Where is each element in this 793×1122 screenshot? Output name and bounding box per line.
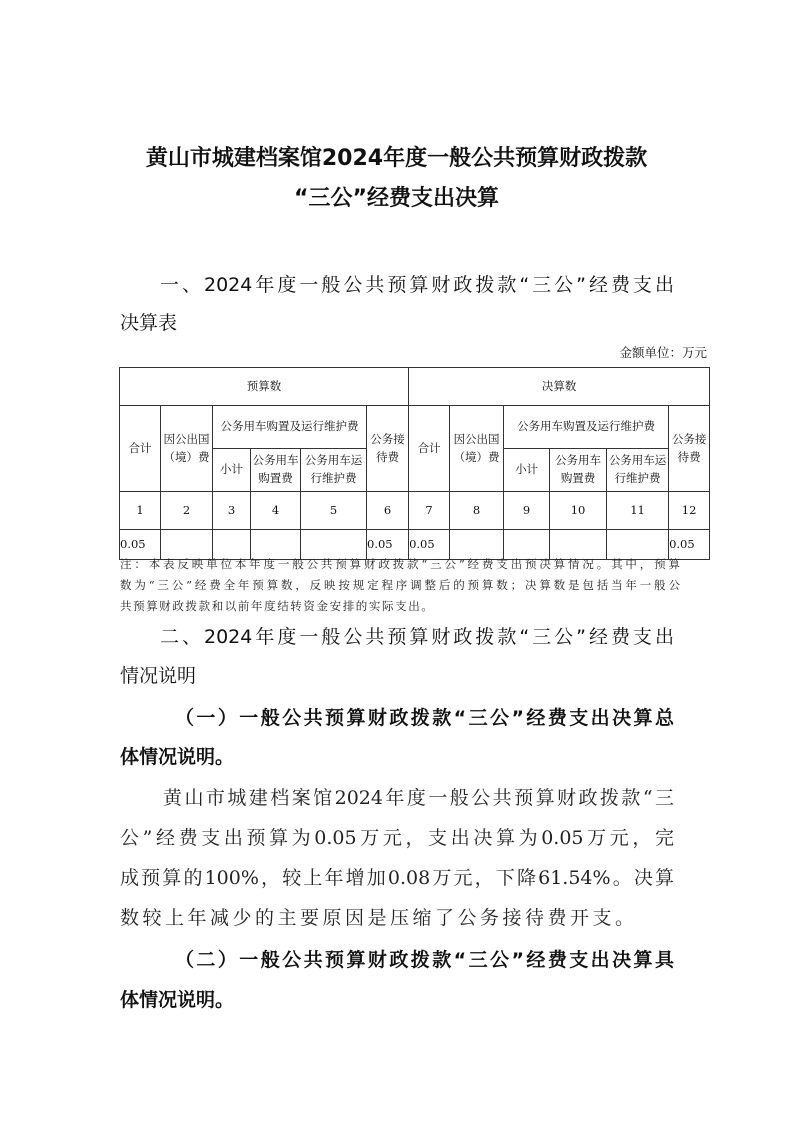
th-car-maint: 公务用车运行维护费 <box>301 449 367 492</box>
unit-label: 金额单位：万元 <box>619 345 707 360</box>
col-number: 10 <box>550 492 607 530</box>
th-total: 合计 <box>409 406 450 492</box>
value-cell <box>161 530 213 560</box>
col-number: 8 <box>450 492 504 530</box>
value-cell <box>213 530 251 560</box>
budget-header: 预算数 <box>120 368 409 406</box>
value-cell <box>504 530 550 560</box>
table-note: 共预算财政拨款和以前年度结转资金安排的实际支出。 <box>120 599 435 613</box>
value-cell: 0.05 <box>409 530 450 560</box>
th-car-purchase: 公务用车购置费 <box>550 449 607 492</box>
value-row <box>120 530 710 560</box>
th-abroad: 因公出国（境）费 <box>161 406 213 492</box>
th-subtotal: 小计 <box>504 449 550 492</box>
table-note: 数为“三公”经费全年预算数，反映按规定程序调整后的预算数；决算数是包括当年一般公 <box>120 578 680 592</box>
col-number: 3 <box>213 492 251 530</box>
col-number: 7 <box>409 492 450 530</box>
th-abroad: 因公出国（境）费 <box>450 406 504 492</box>
th-reception: 公务接待费 <box>669 406 710 492</box>
col-number: 6 <box>367 492 409 530</box>
th-car: 公务用车购置及运行维护费 <box>504 406 669 449</box>
table-note: 注：本表反映单位本年度一般公共预算财政拨款“三公”经费支出预决算情况。其中，预算 <box>120 557 680 571</box>
col-number-row <box>120 492 710 530</box>
section2-heading: 二、2024年度一般公共预算财政拨款“三公”经费支出 <box>160 626 674 648</box>
paragraph-line: 数较上年减少的主要原因是压缩了公务接待费开支。 <box>120 907 638 929</box>
paragraph-line: 黄山市城建档案馆2024年度一般公共预算财政拨款“三 <box>163 787 674 809</box>
doc-title-line2: “三公”经费支出决算 <box>294 186 499 211</box>
sangong-table <box>119 367 710 560</box>
col-number: 12 <box>669 492 710 530</box>
value-cell: 0.05 <box>367 530 409 560</box>
value-cell <box>301 530 367 560</box>
col-number: 11 <box>607 492 669 530</box>
value-cell <box>550 530 607 560</box>
col-number: 9 <box>504 492 550 530</box>
col-number: 5 <box>301 492 367 530</box>
value-cell <box>251 530 301 560</box>
value-cell: 0.05 <box>120 530 161 560</box>
value-cell <box>607 530 669 560</box>
th-reception: 公务接待费 <box>367 406 409 492</box>
sub1-heading: （一）一般公共预算财政拨款“三公”经费支出决算总 <box>175 707 674 729</box>
th-subtotal: 小计 <box>213 449 251 492</box>
value-cell <box>450 530 504 560</box>
value-cell: 0.05 <box>669 530 710 560</box>
col-number: 4 <box>251 492 301 530</box>
final-header: 决算数 <box>409 368 710 406</box>
col-number: 2 <box>161 492 213 530</box>
th-car: 公务用车购置及运行维护费 <box>213 406 367 449</box>
th-car-maint: 公务用车运行维护费 <box>607 449 669 492</box>
sub2-heading: （二）一般公共预算财政拨款“三公”经费支出决算具 <box>175 949 674 971</box>
col-number: 1 <box>120 492 161 530</box>
sub1-heading-cont: 体情况说明。 <box>120 746 235 768</box>
section1-heading: 一、2024年度一般公共预算财政拨款“三公”经费支出 <box>160 274 674 296</box>
th-total: 合计 <box>120 406 161 492</box>
th-car-purchase: 公务用车购置费 <box>251 449 301 492</box>
section1-heading-cont: 决算表 <box>120 312 178 334</box>
section2-heading-cont: 情况说明 <box>120 665 197 687</box>
paragraph-line: 成预算的100%，较上年增加0.08万元，下降61.54%。决算 <box>120 867 674 889</box>
sub2-heading-cont: 体情况说明。 <box>120 989 235 1011</box>
doc-title-line1: 黄山市城建档案馆2024年度一般公共预算财政拨款 <box>145 146 648 171</box>
paragraph-line: 公”经费支出预算为0.05万元，支出决算为0.05万元，完 <box>120 827 674 849</box>
